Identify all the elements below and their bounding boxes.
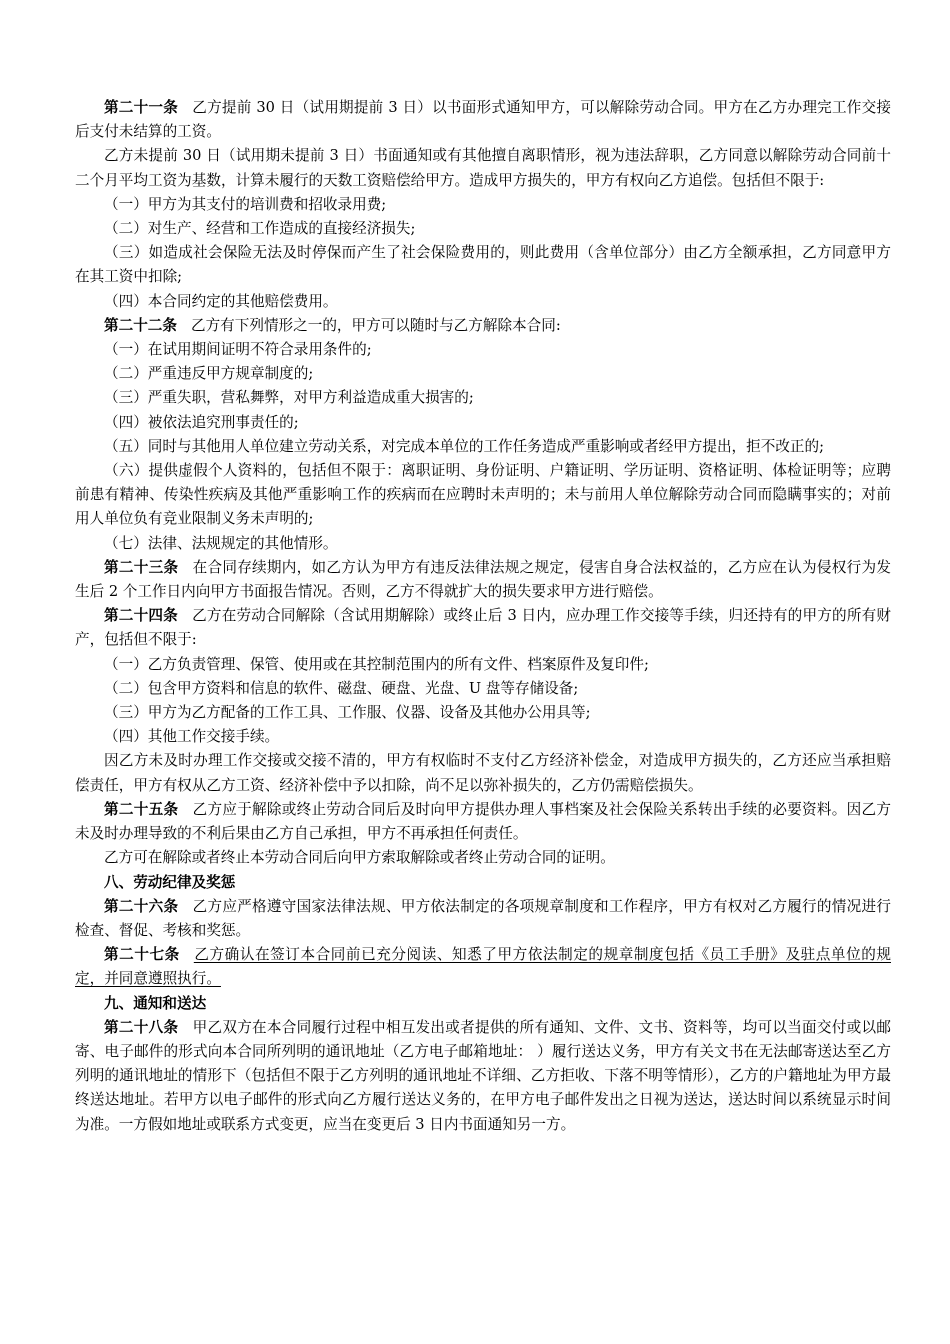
document-page (75, 96, 891, 1137)
list-item: （六）提供虚假个人资料的，包括但不限于：离职证明、身份证明、户籍证明、学历证明、资格证明、体检证明等；应聘前患有精神、传染性疾病及其他严重影响工作的疾病而在应聘时未声明的；未与前用人单位解除劳动合同而隐瞒事实的；对前用人单位负有竞业限制义务未声明的; (75, 462, 891, 528)
article-25 (75, 798, 891, 846)
section-heading: 九、通知和送达 (104, 994, 207, 1012)
list-item: （一）乙方负责管理、保管、使用或在其控制范围内的所有文件、档案原件及复印件; (104, 655, 649, 673)
paragraph: 乙方未提前 30 日（试用期未提前 3 日）书面通知或有其他擅自离职情形，视为违法辞职，乙方同意以解除劳动合同前十二个月平均工资为基数，计算未履行的天数工资赔偿给甲方。造成甲方损失的，甲方有权向乙方追偿。包括但不限于: (75, 147, 891, 189)
list-item: （五）同时与其他用人单位建立劳动关系，对完成本单位的工作任务造成严重影响或者经甲方提出，拒不改正的; (104, 437, 825, 455)
list-item: （二）严重违反甲方规章制度的; (104, 365, 314, 383)
section-heading: 八、劳动纪律及奖惩 (104, 873, 236, 891)
list-item: （一）在试用期间证明不符合录用条件的; (104, 341, 372, 359)
article-heading: 第二十三条 (104, 558, 179, 576)
article-heading: 第二十八条 (104, 1018, 179, 1036)
article-text: 乙方有下列情形之一的，甲方可以随时与乙方解除本合同: (190, 316, 561, 334)
article-heading: 第二十六条 (104, 897, 179, 915)
article-text: 甲乙双方在本合同履行过程中相互发出或者提供的所有通知、文件、文书、资料等，均可以当面交付或以邮寄、电子邮件的形式向本合同所列明的通讯地址（乙方电子邮箱地址： ）履行送达义务，甲方有关文书在无法邮寄送达至乙方列明的通讯地址的情形下（包括但不限于乙方列明的通讯地址不详细、乙方拒收、下落不明等情形），乙方的户籍地址为甲方最终送达地址。若甲方以电子邮件的形式向乙方履行送达义务的，在甲方电子邮件发出之日视为送达，送达时间以系统显示时间为准。一方假如地址或联系方式变更，应当在变更后 3 日内书面通知另一方。 (75, 1018, 891, 1133)
article-21 (75, 96, 891, 144)
article-text-underlined: 乙方确认在签订本合同前已充分阅读、知悉了甲方依法制定的规章制度包括《员工手册》及驻点单位的规定，并同意遵照执行。 (75, 946, 891, 988)
list-item: （四）被依法追究刑事责任的; (104, 413, 299, 431)
article-26 (75, 895, 891, 943)
article-27 (75, 943, 891, 991)
list-item: （二）对生产、经营和工作造成的直接经济损失; (104, 220, 416, 238)
list-item: （三）严重失职，营私舞弊，对甲方利益造成重大损害的; (104, 389, 474, 407)
article-heading: 第二十五条 (104, 800, 179, 818)
article-text: 乙方应严格遵守国家法律法规、甲方依法制定的各项规章制度和工作程序，甲方有权对乙方履行的情况进行检查、督促、考核和奖惩。 (75, 897, 891, 939)
list-item: （一）甲方为其支付的培训费和招收录用费; (104, 195, 387, 213)
paragraph: 乙方可在解除或者终止本劳动合同后向甲方索取解除或者终止劳动合同的证明。 (104, 849, 615, 867)
list-item: （三）甲方为乙方配备的工作工具、工作服、仪器、设备及其他办公用具等; (104, 704, 591, 722)
list-item: （二）包含甲方资料和信息的软件、磁盘、硬盘、光盘、U 盘等存储设备; (104, 679, 579, 697)
paragraph: 因乙方未及时办理工作交接或交接不清的，甲方有权临时不支付乙方经济补偿金，对造成甲方损失的，乙方还应当承担赔偿责任，甲方有权从乙方工资、经济补偿中予以扣除，尚不足以弥补损失的，乙方仍需赔偿损失。 (75, 752, 891, 794)
article-text: 乙方在劳动合同解除（含试用期解除）或终止后 3 日内，应办理工作交接等手续，归还持有的甲方的所有财产，包括但不限于: (75, 607, 891, 649)
article-text: 在合同存续期内，如乙方认为甲方有违反法律法规之规定，侵害自身合法权益的，乙方应在认为侵权行为发生后 2 个工作日内向甲方书面报告情况。否则，乙方不得就扩大的损失要求甲方进行赔偿。 (75, 558, 891, 601)
article-24 (75, 604, 891, 652)
article-heading: 第二十一条 (104, 99, 179, 116)
list-item: （七）法律、法规规定的其他情形。 (104, 534, 338, 552)
article-heading: 第二十四条 (104, 607, 178, 625)
article-heading: 第二十二条 (104, 316, 177, 334)
article-text: 乙方应于解除或终止劳动合同后及时向甲方提供办理人事档案及社会保险关系转出手续的必要资料。因乙方未及时办理导致的不利后果由乙方自己承担，甲方不再承担任何责任。 (75, 800, 891, 843)
article-heading: 第二十七条 (104, 946, 180, 964)
list-item: （四）本合同约定的其他赔偿费用。 (104, 292, 338, 310)
list-item: （三）如造成社会保险无法及时停保而产生了社会保险费用的，则此费用（含单位部分）由乙方全额承担，乙方同意甲方在其工资中扣除; (75, 244, 891, 286)
article-text: 乙方提前 30 日（试用期提前 3 日）以书面形式通知甲方，可以解除劳动合同。甲方在乙方办理完工作交接后支付未结算的工资。 (75, 99, 891, 141)
article-23 (75, 556, 891, 604)
list-item: （四）其他工作交接手续。 (104, 728, 280, 746)
article-22 (75, 314, 891, 338)
article-28 (75, 1016, 891, 1137)
